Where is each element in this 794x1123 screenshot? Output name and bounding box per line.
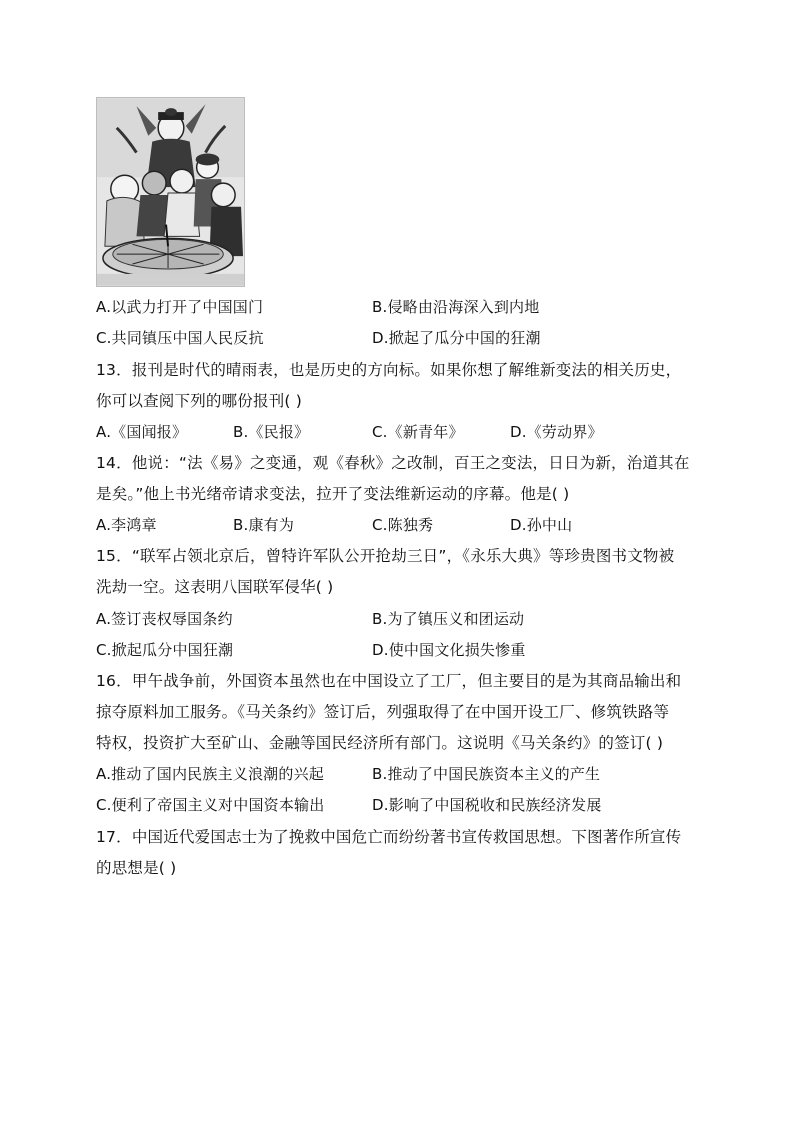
- q15-option-a: A.签订丧权辱国条约: [96, 610, 233, 628]
- cartoon-image: [96, 97, 245, 287]
- q12-option-c: C.共同镇压中国人民反抗: [96, 329, 264, 347]
- q13-stem-line2: 你可以查阅下列的哪份报刊( ): [96, 392, 303, 410]
- q12-option-d: D.掀起了瓜分中国的狂潮: [372, 329, 541, 347]
- q13-stem-line1: 13．报刊是时代的晴雨表，也是历史的方向标。如果你想了解维新变法的相关历史，: [96, 361, 682, 379]
- q15-stem-line2: 洗劫一空。这表明八国联军侵华( ): [96, 578, 334, 596]
- q16-option-a: A.推动了国内民族主义浪潮的兴起: [96, 765, 324, 783]
- q15-option-c: C.掀起瓜分中国狂潮: [96, 641, 234, 659]
- q16-stem-line3: 特权，投资扩大至矿山、金融等国民经济所有部门。这说明《马关条约》的签订( ): [96, 734, 664, 752]
- q13-option-d: D.《劳动界》: [510, 423, 603, 441]
- q14-option-d: D.孙中山: [510, 516, 573, 534]
- q15-option-b: B.为了镇压义和团运动: [372, 610, 525, 628]
- q12-option-a: A.以武力打开了中国国门: [96, 298, 264, 316]
- q14-option-c: C.陈独秀: [372, 516, 434, 534]
- q14-stem-line1: 14．他说：“法《易》之变通，观《春秋》之改制，百王之变法，日日为新，治道其在: [96, 454, 690, 472]
- q14-stem-line2: 是矣。”他上书光绪帝请求变法，拉开了变法维新运动的序幕。他是( ): [96, 485, 570, 503]
- q16-stem-line2: 掠夺原料加工服务。《马关条约》签订后，列强取得了在中国开设工厂、修筑铁路等: [96, 703, 670, 721]
- q16-option-d: D.影响了中国税收和民族经济发展: [372, 796, 602, 814]
- q15-stem-line1: 15．“联军占领北京后，曾特许军队公开抢劫三日”，《永乐大典》等珍贵图书文物被: [96, 547, 675, 565]
- q16-stem-line1: 16．甲午战争前，外国资本虽然也在中国设立了工厂，但主要目的是为其商品输出和: [96, 672, 682, 690]
- q16-option-b: B.推动了中国民族资本主义的产生: [372, 765, 601, 783]
- q14-option-b: B.康有为: [233, 516, 295, 534]
- q17-stem-line1: 17．中国近代爱国志士为了挽救中国危亡而纷纷著书宣传救国思想。下图著作所宣传: [96, 828, 682, 846]
- q12-option-b: B.侵略由沿海深入到内地: [372, 298, 540, 316]
- q13-option-c: C.《新青年》: [372, 423, 464, 441]
- q13-option-a: A.《国闻报》: [96, 423, 188, 441]
- q15-option-d: D.使中国文化损失惨重: [372, 641, 526, 659]
- q17-stem-line2: 的思想是( ): [96, 859, 177, 877]
- q16-option-c: C.便利了帝国主义对中国资本输出: [96, 796, 325, 814]
- q14-option-a: A.李鸿章: [96, 516, 157, 534]
- q13-option-b: B.《民报》: [233, 423, 310, 441]
